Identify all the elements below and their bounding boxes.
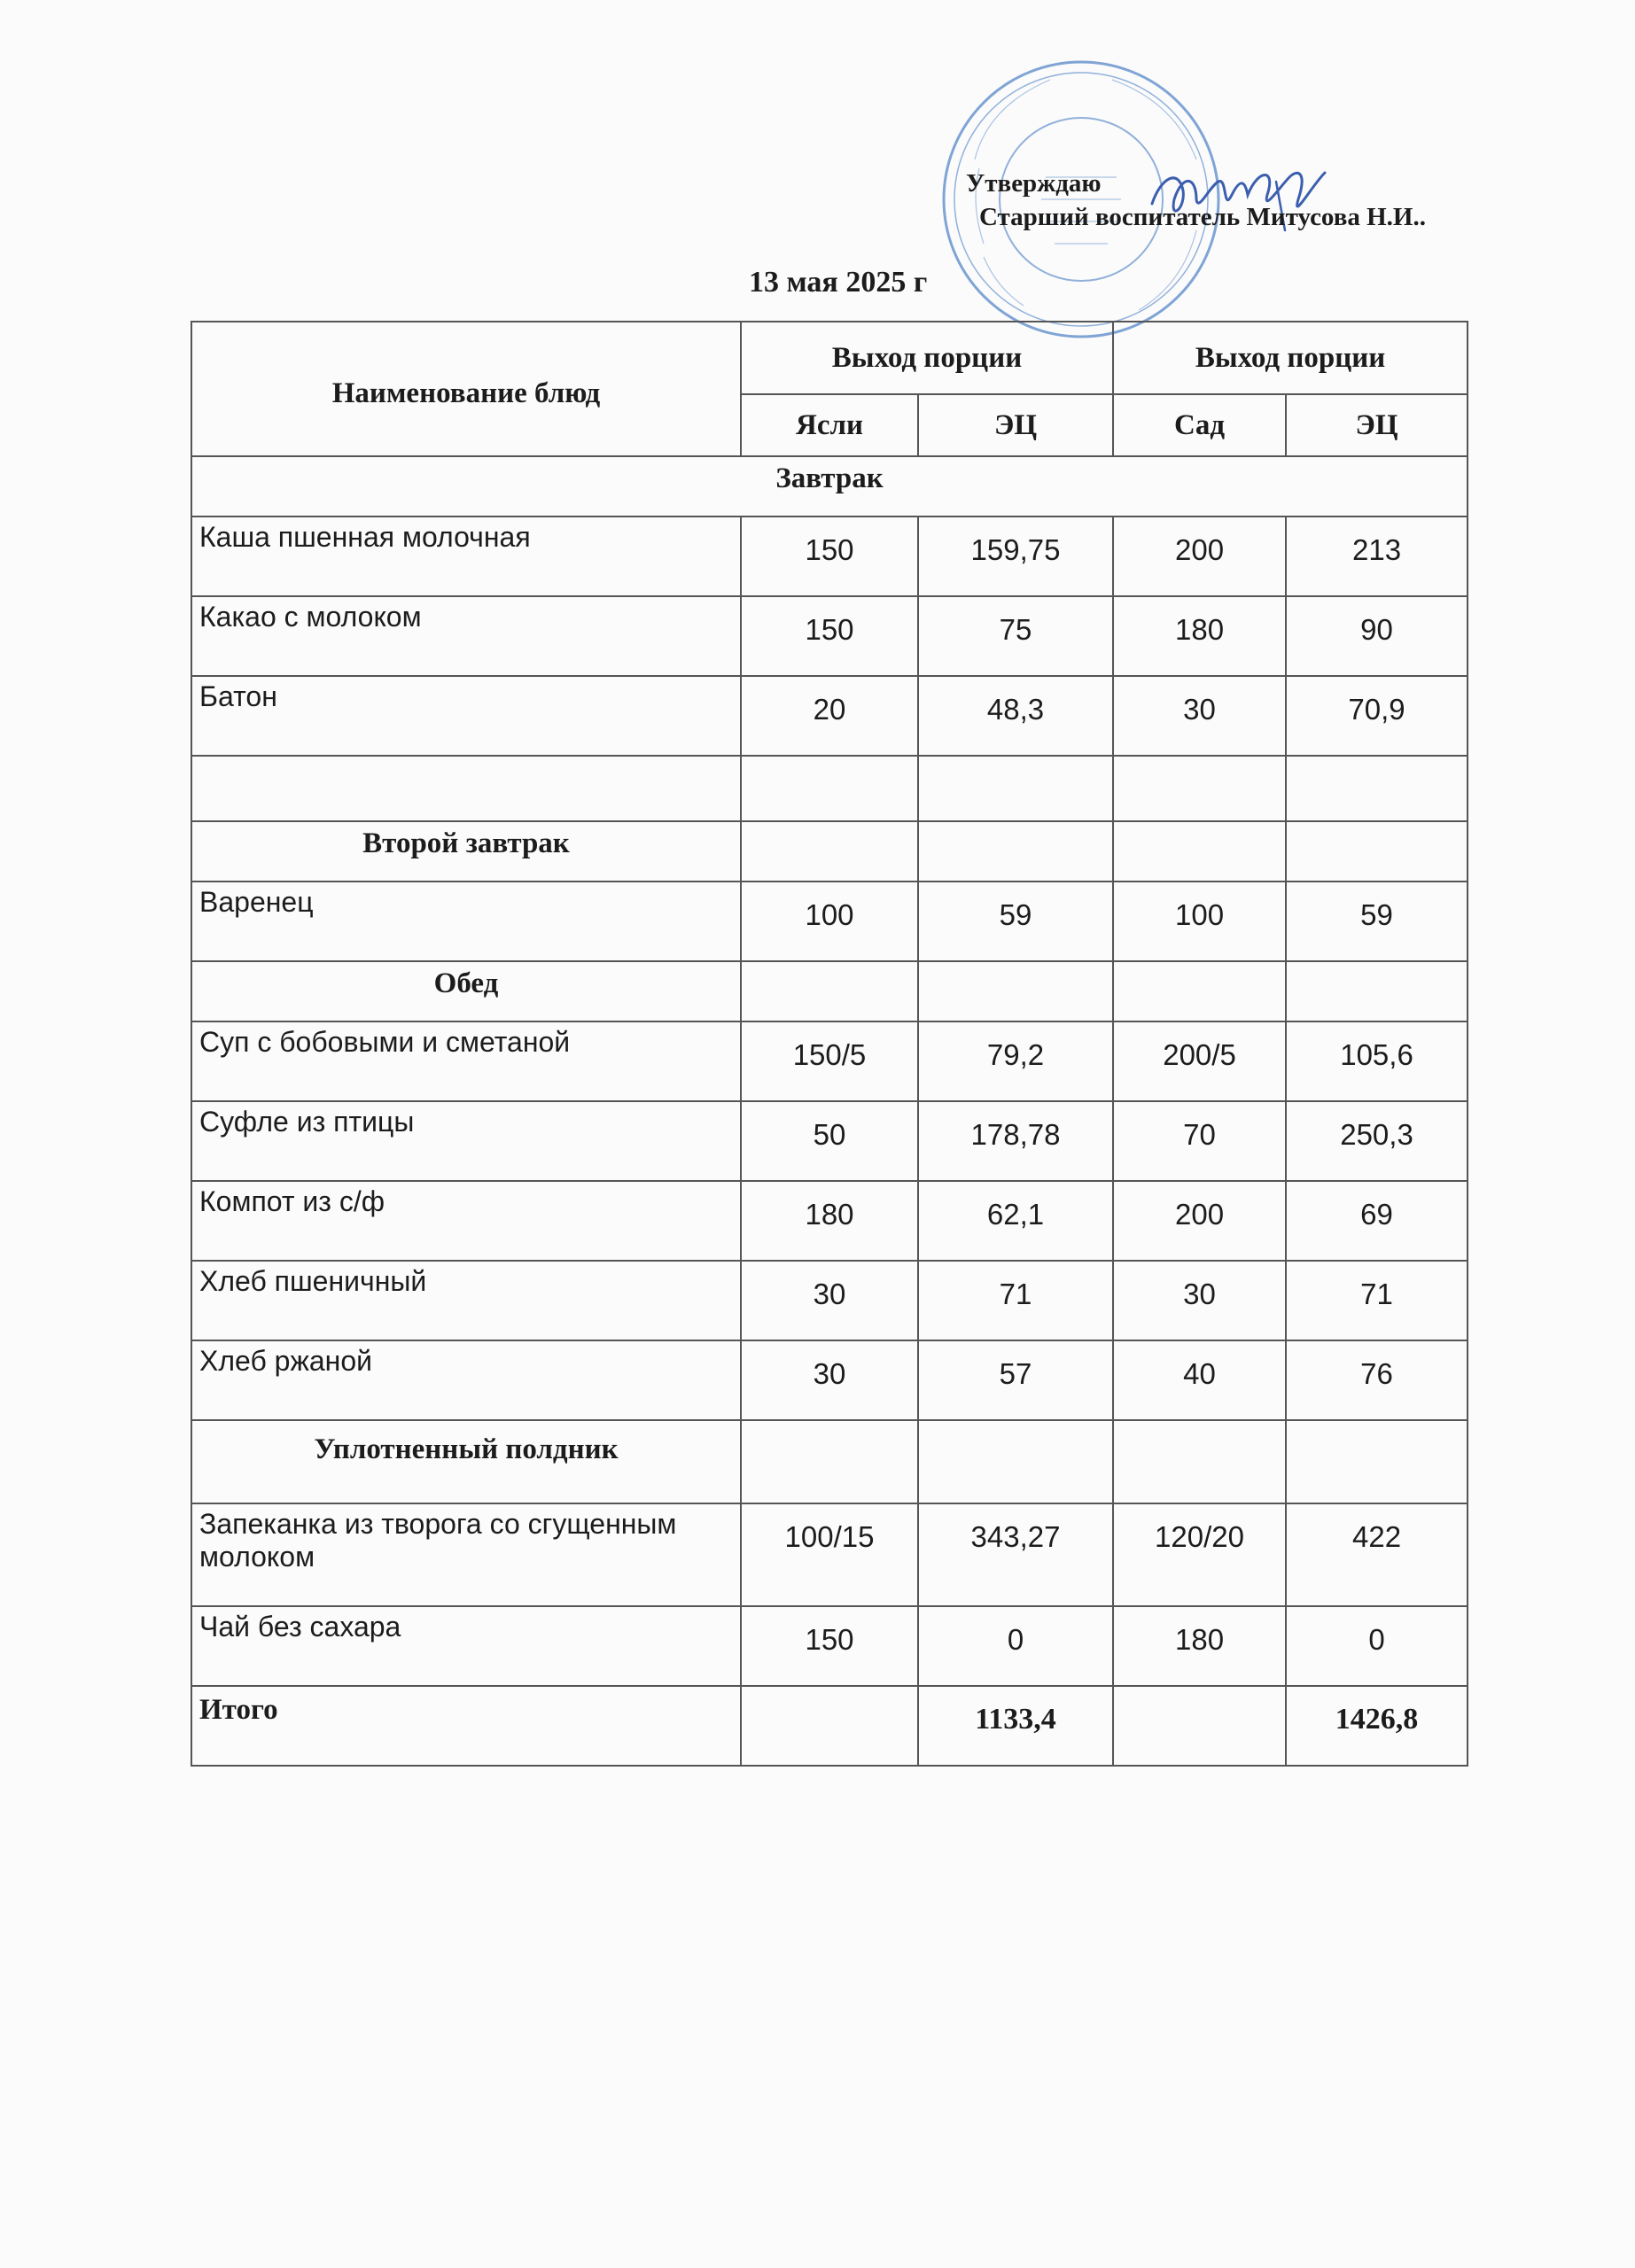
kindergarten-ec: 69: [1286, 1181, 1468, 1261]
dish-name: Суфле из птицы: [191, 1101, 741, 1181]
kindergarten-ec: 250,3: [1286, 1101, 1468, 1181]
table-row: [191, 596, 1468, 676]
section-breakfast: Завтрак: [191, 456, 1468, 517]
table-row: [191, 1503, 1468, 1606]
subheader-nursery: Ясли: [741, 394, 918, 456]
menu-date: 13 мая 2025 г: [749, 266, 928, 299]
section-row: [191, 961, 1468, 1021]
dish-name: Чай без сахара: [191, 1606, 741, 1686]
kindergarten-ec: 59: [1286, 882, 1468, 961]
table-row: [191, 1021, 1468, 1101]
approval-title: Утверждаю: [966, 169, 1102, 198]
kindergarten-ec: 71: [1286, 1261, 1468, 1340]
kindergarten-portion: 200: [1113, 1181, 1286, 1261]
header-portion-nursery: Выход порции: [741, 322, 1113, 394]
table-row: [191, 1101, 1468, 1181]
nursery-ec: 62,1: [918, 1181, 1113, 1261]
header-portion-kindergarten: Выход порции: [1113, 322, 1468, 394]
dish-name: Варенец: [191, 882, 741, 961]
dish-name: Какао с молоком: [191, 596, 741, 676]
nursery-portion: 20: [741, 676, 918, 756]
nursery-ec: 178,78: [918, 1101, 1113, 1181]
nursery-portion: 150: [741, 596, 918, 676]
kindergarten-portion: 70: [1113, 1101, 1286, 1181]
dish-name: Каша пшенная молочная: [191, 517, 741, 596]
kindergarten-portion: 200/5: [1113, 1021, 1286, 1101]
dish-name: Батон: [191, 676, 741, 756]
table-row: [191, 882, 1468, 961]
total-label: Итого: [191, 1686, 741, 1766]
kindergarten-portion: 180: [1113, 1606, 1286, 1686]
table-row: [191, 517, 1468, 596]
nursery-portion: 150: [741, 1606, 918, 1686]
nursery-ec: 48,3: [918, 676, 1113, 756]
section-second-breakfast: Второй завтрак: [191, 821, 741, 882]
subheader-ec2: ЭЦ: [1286, 394, 1468, 456]
section-snack: Уплотненный полдник: [191, 1420, 741, 1503]
dish-name: Хлеб пшеничный: [191, 1261, 741, 1340]
table-row: [191, 1340, 1468, 1420]
table-row: [191, 1261, 1468, 1340]
kindergarten-portion: 100: [1113, 882, 1286, 961]
table-row: [191, 676, 1468, 756]
nursery-ec: 0: [918, 1606, 1113, 1686]
table-row: [191, 1181, 1468, 1261]
kindergarten-ec: 90: [1286, 596, 1468, 676]
nursery-portion: 100: [741, 882, 918, 961]
approval-signatory: Старший воспитатель Митусова Н.И..: [979, 203, 1426, 231]
kindergarten-ec: 213: [1286, 517, 1468, 596]
section-lunch: Обед: [191, 961, 741, 1021]
header-row: [191, 322, 1468, 394]
subheader-kindergarten: Сад: [1113, 394, 1286, 456]
dish-name: Суп с бобовыми и сметаной: [191, 1021, 741, 1101]
kindergarten-ec: 76: [1286, 1340, 1468, 1420]
nursery-ec: 159,75: [918, 517, 1113, 596]
nursery-portion: 30: [741, 1261, 918, 1340]
nursery-portion: 180: [741, 1181, 918, 1261]
kindergarten-portion: 180: [1113, 596, 1286, 676]
dish-name: Компот из с/ф: [191, 1181, 741, 1261]
table-row: [191, 1606, 1468, 1686]
header-dish-name: Наименование блюд: [191, 322, 741, 456]
kindergarten-portion: 200: [1113, 517, 1286, 596]
empty-row: [191, 756, 1468, 821]
total-row: [191, 1686, 1468, 1766]
kindergarten-portion: 30: [1113, 1261, 1286, 1340]
nursery-portion: 50: [741, 1101, 918, 1181]
nursery-ec: 57: [918, 1340, 1113, 1420]
kindergarten-portion: 40: [1113, 1340, 1286, 1420]
total-nursery-ec: 1133,4: [918, 1686, 1113, 1766]
nursery-portion: 100/15: [741, 1503, 918, 1606]
dish-name: Запеканка из творога со сгущенным молоком: [191, 1503, 741, 1606]
kindergarten-portion: 30: [1113, 676, 1286, 756]
kindergarten-ec: 422: [1286, 1503, 1468, 1606]
nursery-portion: 150/5: [741, 1021, 918, 1101]
menu-table: [191, 321, 1468, 1767]
kindergarten-ec: 0: [1286, 1606, 1468, 1686]
nursery-ec: 343,27: [918, 1503, 1113, 1606]
subheader-ec1: ЭЦ: [918, 394, 1113, 456]
kindergarten-ec: 105,6: [1286, 1021, 1468, 1101]
total-kindergarten-ec: 1426,8: [1286, 1686, 1468, 1766]
section-row: [191, 456, 1468, 517]
nursery-portion: 150: [741, 517, 918, 596]
nursery-ec: 75: [918, 596, 1113, 676]
approval-block: [966, 167, 1426, 234]
kindergarten-ec: 70,9: [1286, 676, 1468, 756]
kindergarten-portion: 120/20: [1113, 1503, 1286, 1606]
section-row: [191, 821, 1468, 882]
dish-name: Хлеб ржаной: [191, 1340, 741, 1420]
nursery-ec: 59: [918, 882, 1113, 961]
nursery-ec: 79,2: [918, 1021, 1113, 1101]
section-row: [191, 1420, 1468, 1503]
nursery-portion: 30: [741, 1340, 918, 1420]
nursery-ec: 71: [918, 1261, 1113, 1340]
